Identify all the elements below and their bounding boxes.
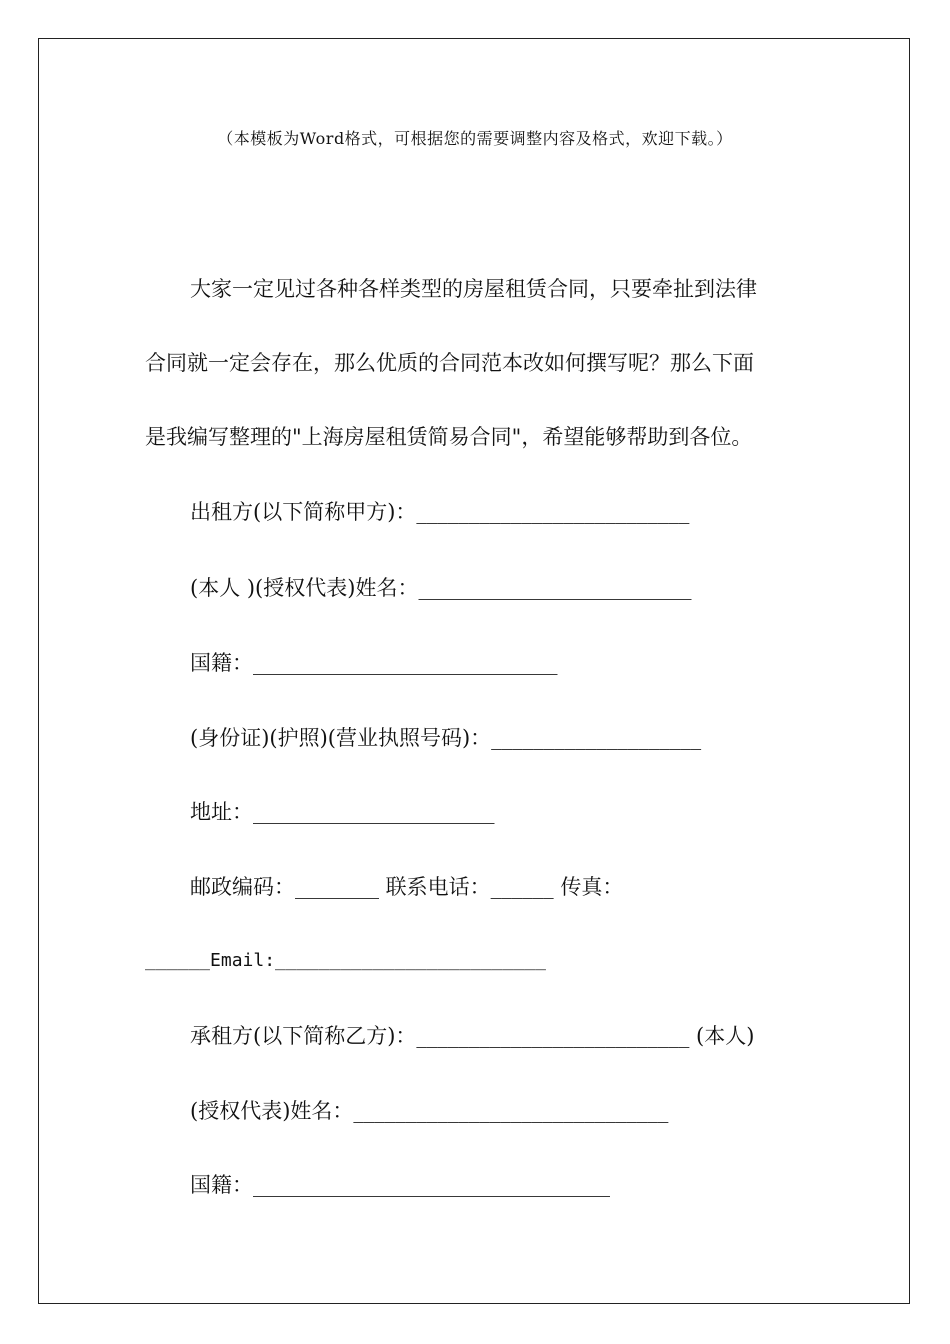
intro-line-3: 是我编写整理的"上海房屋租赁简易合同"，希望能够帮助到各位。 <box>145 425 753 449</box>
lessor-address-field: 地址：_______________________ <box>190 800 495 824</box>
intro-line-1: 大家一定见过各种各样类型的房屋租赁合同，只要牵扯到法律 <box>190 277 757 301</box>
lessor-representative-field: (本人 )(授权代表)姓名：__________________________ <box>190 576 692 600</box>
lessor-contact-field: 邮政编码：________ 联系电话：______ 传真： <box>190 875 624 899</box>
lessee-name-field: 承租方(以下简称乙方)：__________________________ (本人) <box>190 1024 755 1048</box>
template-note: （本模板为Word格式，可根据您的需要调整内容及格式，欢迎下载。） <box>217 129 733 148</box>
lessee-representative-field: (授权代表)姓名：______________________________ <box>190 1099 669 1123</box>
lessor-id-field: (身份证)(护照)(营业执照号码)：____________________ <box>190 726 702 750</box>
lessor-email-field: ______Email:_________________________ <box>145 950 546 971</box>
lessor-name-field: 出租方(以下简称甲方)：__________________________ <box>190 500 690 524</box>
intro-line-2: 合同就一定会存在，那么优质的合同范本改如何撰写呢？那么下面 <box>145 351 754 375</box>
lessor-nationality-field: 国籍：_____________________________ <box>190 651 558 675</box>
lessee-nationality-field: 国籍：__________________________________ <box>190 1173 610 1197</box>
